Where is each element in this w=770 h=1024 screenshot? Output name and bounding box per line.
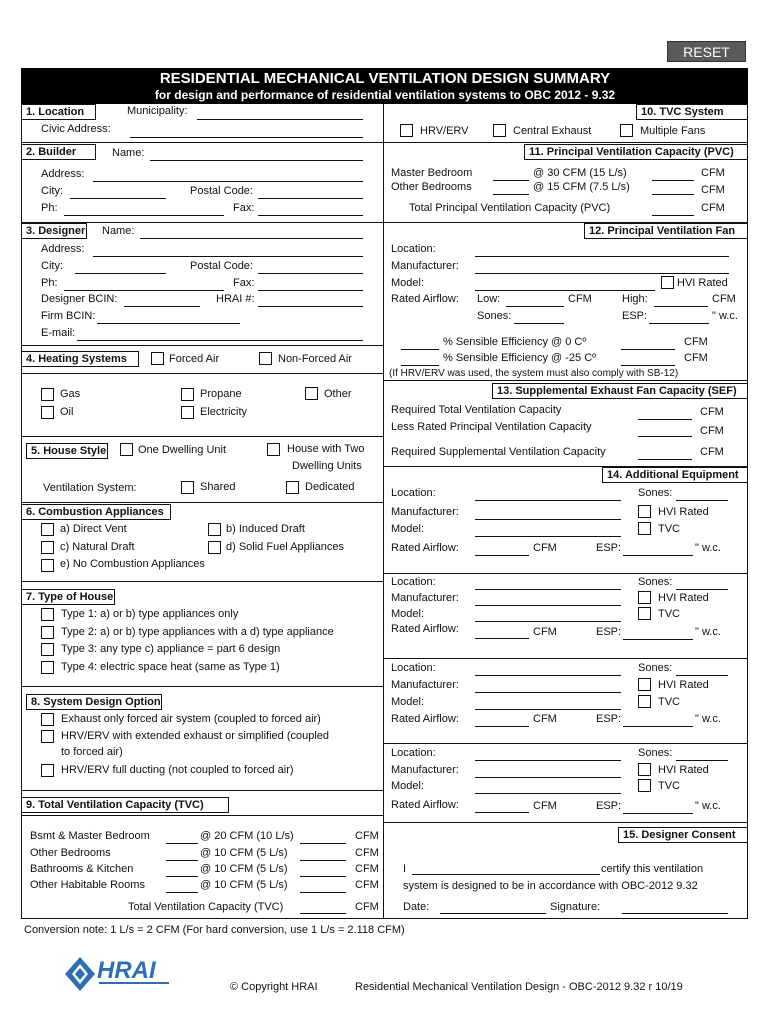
divider	[383, 658, 748, 659]
cfm-unit: CFM	[355, 830, 379, 842]
builder-name-field[interactable]	[150, 160, 363, 161]
cfm-unit: CFM	[355, 847, 379, 859]
pvc-master-cfm[interactable]	[652, 180, 694, 181]
two-dwelling-label-1: House with Two	[287, 443, 365, 455]
divider	[383, 573, 748, 574]
fan-sones-label: Sones:	[477, 310, 512, 322]
multiple-fans-checkbox[interactable]	[620, 124, 633, 137]
equip4-location-field[interactable]	[475, 760, 621, 761]
tvc-r4-qty[interactable]	[166, 892, 198, 893]
builder-fax-label: Fax:	[233, 202, 255, 214]
divider	[21, 815, 383, 816]
hrv-full-checkbox[interactable]	[41, 764, 54, 777]
equip1-sones-field[interactable]	[676, 500, 728, 501]
cfm-unit: CFM	[684, 336, 708, 348]
equip1-manufacturer-field[interactable]	[475, 519, 621, 520]
type3-checkbox[interactable]	[41, 643, 54, 656]
consent-signature-label: Signature:	[550, 901, 601, 913]
section-7-header: 7. Type of House	[21, 589, 115, 605]
builder-name-label: Name:	[112, 147, 145, 159]
builder-address-label: Address:	[41, 168, 85, 180]
wc-unit: " w.c.	[712, 310, 738, 322]
cfm-unit: CFM	[684, 352, 708, 364]
tvc-r1-label: Bsmt & Master Bedroom	[30, 830, 150, 842]
equip3-hvi-label: HVI Rated	[658, 679, 709, 691]
equip2-esp-field[interactable]	[623, 639, 693, 640]
equip4-hvi-checkbox[interactable]	[638, 763, 651, 776]
consent-signature-field[interactable]	[622, 913, 728, 914]
equip4-esp-field[interactable]	[623, 813, 693, 814]
non-forced-air-checkbox[interactable]	[259, 352, 272, 365]
equip4-model-field[interactable]	[475, 793, 621, 794]
fan-esp-label: ESP:	[622, 310, 648, 322]
fan-model-label: Model:	[391, 277, 425, 289]
divider	[383, 142, 748, 143]
wc-unit: " w.c.	[695, 713, 721, 725]
cfm-unit: CFM	[712, 293, 736, 305]
equip4-airflow-field[interactable]	[475, 812, 529, 813]
designer-name-field[interactable]	[140, 238, 363, 239]
shared-label: Shared	[200, 481, 236, 493]
divider	[21, 790, 383, 791]
tvc-r3-rate: @ 10 CFM (5 L/s)	[200, 863, 288, 875]
equip4-tvc-label: TVC	[658, 780, 680, 792]
builder-postal-field[interactable]	[258, 198, 363, 199]
equip4-tvc-checkbox[interactable]	[638, 779, 651, 792]
tvc-r2-qty[interactable]	[166, 860, 198, 861]
section-2-header: 2. Builder	[21, 144, 96, 160]
equip3-esp-field[interactable]	[623, 726, 693, 727]
cfm-unit: CFM	[533, 800, 557, 812]
exhaust-only-checkbox[interactable]	[41, 713, 54, 726]
solid-fuel-label: d) Solid Fuel Appliances	[226, 541, 345, 553]
section-8-header: 8. System Design Option	[26, 694, 162, 710]
cfm-unit: CFM	[533, 626, 557, 638]
pvc-total-field[interactable]	[652, 215, 694, 216]
copyright: © Copyright HRAI	[230, 981, 318, 993]
divider	[383, 822, 748, 823]
hrv-erv-checkbox[interactable]	[400, 124, 413, 137]
induced-draft-checkbox[interactable]	[208, 523, 221, 536]
builder-ph-field[interactable]	[64, 215, 224, 216]
direct-vent-checkbox[interactable]	[41, 523, 54, 536]
section-5-header: 5. House Style	[26, 443, 108, 459]
section-13-header: 13. Supplemental Exhaust Fan Capacity (SEF)	[492, 383, 748, 399]
section-3-header: 3. Designer	[21, 223, 87, 239]
cfm-unit: CFM	[701, 202, 725, 214]
equip3-location-field[interactable]	[475, 675, 621, 676]
reset-button[interactable]: RESET	[667, 41, 746, 62]
designer-ph-label: Ph:	[41, 277, 58, 289]
gas-checkbox[interactable]	[41, 388, 54, 401]
builder-city-field[interactable]	[70, 198, 166, 199]
induced-draft-label: b) Induced Draft	[226, 523, 305, 535]
wc-unit: " w.c.	[695, 626, 721, 638]
pvc-master-qty[interactable]	[493, 180, 529, 181]
cfm-unit: CFM	[533, 713, 557, 725]
fan-hvi-label: HVI Rated	[677, 277, 728, 289]
type4-checkbox[interactable]	[41, 661, 54, 674]
page-title: RESIDENTIAL MECHANICAL VENTILATION DESIGN SUMMARY	[159, 70, 611, 87]
section-15-header: 15. Designer Consent	[618, 827, 748, 843]
equip3-airflow-label: Rated Airflow:	[391, 713, 459, 725]
eff-25-field[interactable]	[401, 365, 439, 366]
designer-hrai-label: HRAI #:	[216, 293, 255, 305]
designer-address-label: Address:	[41, 243, 85, 255]
divider	[383, 743, 748, 744]
equip2-hvi-checkbox[interactable]	[638, 591, 651, 604]
direct-vent-label: a) Direct Vent	[60, 523, 127, 535]
equip1-airflow-label: Rated Airflow:	[391, 542, 459, 554]
type1-checkbox[interactable]	[41, 608, 54, 621]
builder-fax-field[interactable]	[258, 215, 363, 216]
equip3-model-label: Model:	[391, 696, 425, 708]
cfm-unit: CFM	[355, 901, 379, 913]
pvc-master-label: Master Bedroom	[391, 167, 473, 179]
fan-location-label: Location:	[391, 243, 436, 255]
equip2-manufacturer-field[interactable]	[475, 605, 621, 606]
hrai-logo	[63, 955, 173, 993]
two-dwelling-label-2: Dwelling Units	[292, 460, 362, 472]
equip4-esp-label: ESP:	[596, 800, 622, 812]
one-dwelling-label: One Dwelling Unit	[138, 444, 227, 456]
equip4-manufacturer-field[interactable]	[475, 777, 621, 778]
firm-bcin-field[interactable]	[97, 323, 240, 324]
dedicated-checkbox[interactable]	[286, 481, 299, 494]
sef-row2-field[interactable]	[638, 436, 692, 437]
shared-checkbox[interactable]	[181, 481, 194, 494]
hrv-extended-checkbox[interactable]	[41, 730, 54, 743]
consent-certify: certify this ventilation	[601, 863, 704, 875]
equip1-tvc-checkbox[interactable]	[638, 522, 651, 535]
divider	[21, 502, 383, 503]
divider	[21, 373, 383, 374]
equip2-tvc-label: TVC	[658, 608, 680, 620]
tvc-r1-cfm[interactable]	[300, 843, 346, 844]
no-combustion-checkbox[interactable]	[41, 559, 54, 572]
consent-statement: system is designed to be in accordance with OBC-2012 9.32	[403, 880, 698, 892]
builder-postal-label: Postal Code:	[190, 185, 253, 197]
other-heating-label: Other	[324, 388, 352, 400]
sef-row3-field[interactable]	[638, 459, 692, 460]
equip4-sones-label: Sones:	[638, 747, 673, 759]
cfm-unit: CFM	[568, 293, 592, 305]
municipality-label: Municipality:	[127, 105, 188, 117]
divider	[21, 436, 383, 437]
pvc-master-rate: @ 30 CFM (15 L/s)	[533, 167, 627, 179]
fan-airflow-label: Rated Airflow:	[391, 293, 459, 305]
fan-manufacturer-label: Manufacturer:	[391, 260, 459, 272]
equip1-location-label: Location:	[391, 487, 436, 499]
equip3-sones-field[interactable]	[676, 675, 728, 676]
divider	[383, 380, 748, 381]
equip2-location-field[interactable]	[475, 589, 621, 590]
section-10-header: 10. TVC System	[636, 104, 748, 120]
municipality-field[interactable]	[197, 119, 363, 120]
equip4-model-label: Model:	[391, 780, 425, 792]
divider	[21, 142, 383, 143]
tvc-total-label: Total Ventilation Capacity (TVC)	[128, 901, 284, 913]
wc-unit: " w.c.	[695, 542, 721, 554]
one-dwelling-checkbox[interactable]	[120, 443, 133, 456]
equip2-model-label: Model:	[391, 608, 425, 620]
fan-high-label: High:	[622, 293, 648, 305]
sef-row2-label: Less Rated Principal Ventilation Capacity	[391, 421, 592, 433]
fan-location-field[interactable]	[475, 256, 729, 257]
consent-name-field[interactable]	[412, 874, 600, 875]
fan-high-field[interactable]	[654, 306, 708, 307]
forced-air-checkbox[interactable]	[151, 352, 164, 365]
cfm-unit: CFM	[701, 167, 725, 179]
forced-air-label: Forced Air	[169, 353, 220, 365]
section-9-header: 9. Total Ventilation Capacity (TVC)	[21, 797, 229, 813]
consent-i: I	[403, 863, 407, 875]
designer-city-label: City:	[41, 260, 63, 272]
tvc-r2-rate: @ 10 CFM (5 L/s)	[200, 847, 288, 859]
propane-checkbox[interactable]	[181, 388, 194, 401]
eff-25-label: % Sensible Efficiency @ -25 Cº	[443, 352, 597, 364]
conversion-note: Conversion note: 1 L/s = 2 CFM (For hard conversion, use 1 L/s = 2.118 CFM)	[24, 924, 405, 936]
type3-label: Type 3: any type c) appliance = part 6 design	[61, 643, 281, 655]
cfm-unit: CFM	[533, 542, 557, 554]
equip1-model-field[interactable]	[475, 536, 621, 537]
central-exhaust-label: Central Exhaust	[513, 125, 592, 137]
non-forced-air-label: Non-Forced Air	[278, 353, 352, 365]
section-6-header: 6. Combustion Appliances	[21, 504, 171, 520]
equip2-airflow-field[interactable]	[475, 638, 529, 639]
oil-label: Oil	[60, 406, 74, 418]
two-dwelling-checkbox[interactable]	[267, 443, 280, 456]
tvc-total-field[interactable]	[300, 913, 346, 914]
divider	[21, 686, 383, 687]
equip1-manufacturer-label: Manufacturer:	[391, 506, 459, 518]
section-12-header: 12. Principal Ventilation Fan	[584, 223, 748, 239]
eff-0-label: % Sensible Efficiency @ 0 Cº	[443, 336, 587, 348]
section-1-header: 1. Location	[21, 104, 96, 120]
pvc-other-qty[interactable]	[493, 194, 529, 195]
type2-checkbox[interactable]	[41, 626, 54, 639]
sef-row3-label: Required Supplemental Ventilation Capacity	[391, 446, 606, 458]
dedicated-label: Dedicated	[305, 481, 355, 493]
cfm-unit: CFM	[700, 425, 724, 437]
equip3-model-field[interactable]	[475, 709, 621, 710]
designer-ph-field[interactable]	[64, 290, 224, 291]
consent-date-label: Date:	[403, 901, 430, 913]
equip3-manufacturer-field[interactable]	[475, 692, 621, 693]
propane-label: Propane	[200, 388, 242, 400]
builder-ph-label: Ph:	[41, 202, 58, 214]
equip4-sones-field[interactable]	[676, 760, 728, 761]
builder-city-label: City:	[41, 185, 63, 197]
document-id: Residential Mechanical Ventilation Design - OBC-2012 9.32 r 10/19	[355, 981, 683, 993]
tvc-r1-rate: @ 20 CFM (10 L/s)	[200, 830, 294, 842]
equip2-model-field[interactable]	[475, 621, 621, 622]
eff-25-cfm[interactable]	[621, 365, 675, 366]
exhaust-only-label: Exhaust only forced air system (coupled to forced air)	[61, 713, 321, 725]
designer-city-field[interactable]	[75, 273, 166, 274]
designer-email-label: E-mail:	[41, 327, 76, 339]
equip2-location-label: Location:	[391, 576, 436, 588]
gas-label: Gas	[60, 388, 81, 400]
equip1-esp-label: ESP:	[596, 542, 622, 554]
sef-row1-field[interactable]	[638, 419, 692, 420]
designer-fax-field[interactable]	[258, 290, 363, 291]
central-exhaust-checkbox[interactable]	[493, 124, 506, 137]
equip2-hvi-label: HVI Rated	[658, 592, 709, 604]
equip2-airflow-label: Rated Airflow:	[391, 623, 459, 635]
tvc-r2-label: Other Bedrooms	[30, 847, 111, 859]
tvc-r1-qty[interactable]	[166, 843, 198, 844]
tvc-r4-cfm[interactable]	[300, 892, 346, 893]
equip3-location-label: Location:	[391, 662, 436, 674]
designer-address-field[interactable]	[93, 256, 363, 257]
cfm-unit: CFM	[700, 446, 724, 458]
designer-hrai-field[interactable]	[258, 306, 363, 307]
equip1-location-field[interactable]	[475, 500, 621, 501]
equip4-airflow-label: Rated Airflow:	[391, 799, 459, 811]
page-subtitle: for design and performance of residential ventilation systems to OBC 2012 - 9.32	[154, 88, 616, 102]
natural-draft-label: c) Natural Draft	[60, 541, 135, 553]
equip1-tvc-label: TVC	[658, 523, 680, 535]
equip4-hvi-label: HVI Rated	[658, 764, 709, 776]
designer-name-label: Name:	[102, 225, 135, 237]
hrv-extended-label-2: to forced air)	[61, 746, 123, 758]
equip3-esp-label: ESP:	[596, 713, 622, 725]
equip2-sones-label: Sones:	[638, 576, 673, 588]
electricity-label: Electricity	[200, 406, 248, 418]
civic-address-field[interactable]	[130, 137, 363, 138]
tvc-r3-cfm[interactable]	[300, 876, 346, 877]
hrv-full-label: HRV/ERV full ducting (not coupled to forced air)	[61, 764, 294, 776]
cfm-unit: CFM	[701, 184, 725, 196]
sb12-note: (If HRV/ERV was used, the system must also comply with SB-12)	[389, 368, 679, 379]
pvc-total-label: Total Principal Ventilation Capacity (PVC)	[409, 202, 611, 214]
pvc-other-label: Other Bedrooms	[391, 181, 472, 193]
tvc-r4-label: Other Habitable Rooms	[30, 879, 145, 891]
multiple-fans-label: Multiple Fans	[640, 125, 706, 137]
fan-hvi-checkbox[interactable]	[661, 276, 674, 289]
cfm-unit: CFM	[355, 863, 379, 875]
fan-manufacturer-field[interactable]	[475, 273, 729, 274]
equip3-tvc-label: TVC	[658, 696, 680, 708]
vent-system-label: Ventilation System:	[43, 482, 137, 494]
designer-fax-label: Fax:	[233, 277, 255, 289]
designer-postal-field[interactable]	[258, 273, 363, 274]
equip2-esp-label: ESP:	[596, 626, 622, 638]
tvc-r4-rate: @ 10 CFM (5 L/s)	[200, 879, 288, 891]
fan-low-field[interactable]	[506, 306, 564, 307]
fan-model-field[interactable]	[475, 290, 655, 291]
tvc-r2-cfm[interactable]	[300, 860, 346, 861]
builder-address-field[interactable]	[93, 181, 363, 182]
civic-address-label: Civic Address:	[41, 123, 111, 135]
equip2-manufacturer-label: Manufacturer:	[391, 592, 459, 604]
fan-esp-field[interactable]	[649, 323, 709, 324]
electricity-checkbox[interactable]	[181, 406, 194, 419]
equip4-manufacturer-label: Manufacturer:	[391, 764, 459, 776]
other-heating-checkbox[interactable]	[305, 387, 318, 400]
natural-draft-checkbox[interactable]	[41, 541, 54, 554]
equip3-manufacturer-label: Manufacturer:	[391, 679, 459, 691]
equip1-model-label: Model:	[391, 523, 425, 535]
hrv-erv-label: HRV/ERV	[420, 125, 469, 137]
designer-email-field[interactable]	[77, 340, 363, 341]
hrv-extended-label-1: HRV/ERV with extended exhaust or simplified (coupled	[61, 730, 330, 742]
fan-low-label: Low:	[477, 293, 501, 305]
divider	[21, 345, 383, 346]
designer-postal-label: Postal Code:	[190, 260, 253, 272]
tvc-r3-qty[interactable]	[166, 876, 198, 877]
designer-bcin-field[interactable]	[124, 306, 200, 307]
equip2-tvc-checkbox[interactable]	[638, 607, 651, 620]
equip1-airflow-field[interactable]	[475, 555, 529, 556]
type4-label: Type 4: electric space heat (same as Type 1)	[61, 661, 280, 673]
divider	[21, 581, 383, 582]
consent-date-field[interactable]	[440, 913, 546, 914]
sef-row1-label: Required Total Ventilation Capacity	[391, 404, 562, 416]
tvc-r3-label: Bathrooms & Kitchen	[30, 863, 134, 875]
equip1-hvi-label: HVI Rated	[658, 506, 709, 518]
section-14-header: 14. Additional Equipment	[602, 467, 748, 483]
no-combustion-label: e) No Combustion Appliances	[60, 558, 205, 570]
type1-label: Type 1: a) or b) type appliances only	[61, 608, 239, 620]
section-11-header: 11. Principal Ventilation Capacity (PVC)	[524, 144, 748, 160]
equip3-tvc-checkbox[interactable]	[638, 695, 651, 708]
equip3-sones-label: Sones:	[638, 662, 673, 674]
type2-label: Type 2: a) or b) type appliances with a d) type appliance	[61, 626, 334, 638]
equip3-hvi-checkbox[interactable]	[638, 678, 651, 691]
equip2-sones-field[interactable]	[676, 589, 728, 590]
solid-fuel-checkbox[interactable]	[208, 541, 221, 554]
wc-unit: " w.c.	[695, 800, 721, 812]
equip1-hvi-checkbox[interactable]	[638, 505, 651, 518]
equip1-sones-label: Sones:	[638, 487, 673, 499]
pvc-other-cfm[interactable]	[652, 194, 694, 195]
pvc-other-rate: @ 15 CFM (7.5 L/s)	[533, 181, 630, 193]
column-divider	[383, 104, 384, 919]
oil-checkbox[interactable]	[41, 406, 54, 419]
section-4-header: 4. Heating Systems	[21, 351, 139, 367]
cfm-unit: CFM	[355, 879, 379, 891]
hrai-logo-text: HRAI	[97, 957, 156, 984]
equip3-airflow-field[interactable]	[475, 726, 529, 727]
eff-0-field[interactable]	[401, 349, 439, 350]
firm-bcin-label: Firm BCIN:	[41, 310, 96, 322]
eff-0-cfm[interactable]	[621, 349, 675, 350]
equip4-location-label: Location:	[391, 747, 436, 759]
cfm-unit: CFM	[700, 406, 724, 418]
designer-bcin-label: Designer BCIN:	[41, 293, 118, 305]
fan-sones-field[interactable]	[514, 323, 564, 324]
equip1-esp-field[interactable]	[623, 555, 693, 556]
